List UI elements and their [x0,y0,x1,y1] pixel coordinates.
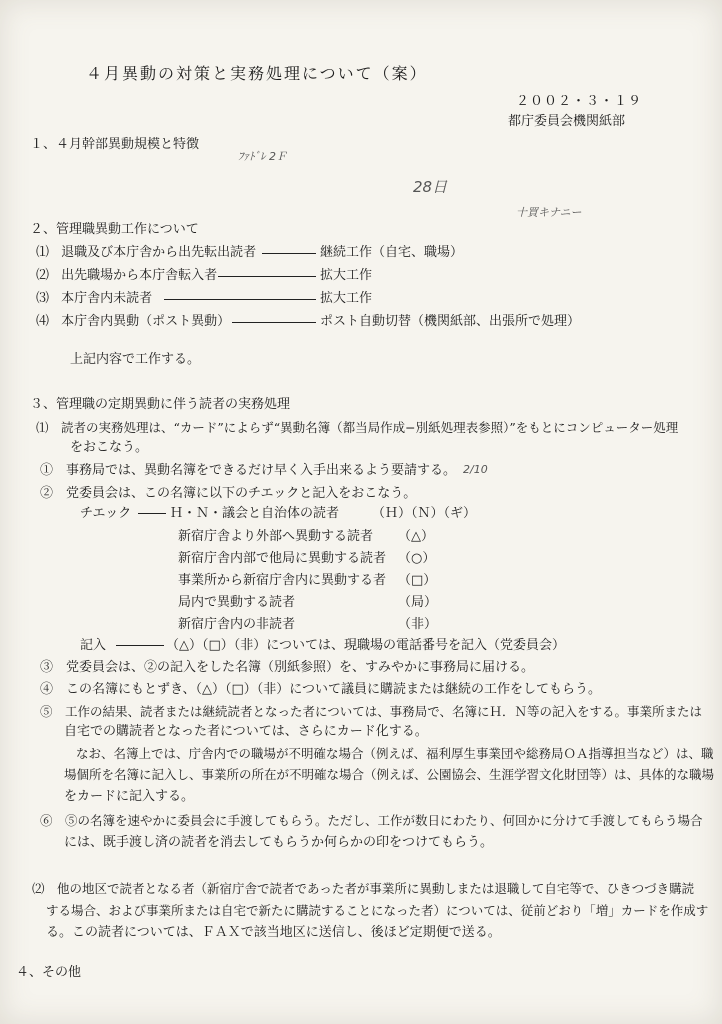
step-6-line-2: には、既手渡し済の読者を消去してもらうか何らかの印をつけてもらう。 [64,835,494,850]
step-5-line-3: なお、名簿上では、庁舎内での職場が不明確な場合（例えば、福利厚生事業団や総務局ＯＡ指導担当など）は、職 [76,746,714,761]
handwritten-note-1: ﾌｧﾄﾞﾚ 2Ｆ [238,150,287,163]
document-title: ４月異動の対策と実務処理について（案） [86,64,428,83]
check-row-mark: （○） [398,551,436,566]
step-2: ② 党委員会は、この名簿に以下のチエックと記入をおこなう。 [40,486,417,501]
section-2-heading: ２、管理職異動工作について [30,222,199,237]
step-5-line-1: ⑤ 工作の結果、読者または継続読者となった者については、事務局で、名簿にＨ．Ｎ等の記入をする。事業所または [40,704,703,719]
section-2-item-4 [36,314,230,330]
item-right: 拡大工作 [320,291,373,306]
check-row-mark: （Ｈ）（Ｎ）（ギ） [372,506,477,521]
connector-line [262,253,316,254]
check-row-mark: （□） [398,573,437,588]
connector-line [232,322,316,323]
kinyu-text: （△）（□）（非）については、現職場の電話番号を記入（党委員会） [166,638,566,653]
kinyu-label: 記入 [80,638,107,653]
check-row-mark: （非） [398,617,438,632]
connector-line [218,276,316,277]
handwritten-note-3: 十買キナニー [516,206,582,219]
item-number: ⑶ [36,291,50,306]
step-6-line-1: ⑥ ⑤の名簿を速やかに委員会に手渡してもらう。ただし、工作が数日にわたり、何回かに分けて手渡してもらう場合 [40,813,703,828]
check-row-desc: Ｈ・Ｎ・議会と自治体の読者 [170,506,340,521]
connector-line [164,299,316,300]
check-row-desc: 局内で異動する読者 [178,595,296,610]
check-row-mark: （△） [398,529,434,544]
paragraph-2-line-1: ⑵ 他の地区で読者となる者（新宿庁舎で読者であった者が事業所に異動しまたは退職して自宅等で、ひきつづき購読 [32,881,695,896]
check-row-desc: 新宿庁舎内の非読者 [178,617,296,632]
section-2-item-2 [36,268,217,284]
check-label: チエック [80,506,132,521]
check-row-desc: 新宿庁舎内部で他局に異動する読者 [178,551,387,566]
item-number: ⑵ [36,268,50,283]
step-5-line-5: をカードに記入する。 [64,789,195,804]
paragraph-2-line-3: る。この読者については、ＦＡＸで該当地区に送信し、後ほど定期便で送る。 [46,925,501,940]
paragraph-1-line-1: ⑴ 読者の実務処理は、“カード”によらず“異動名簿（都当局作成−別紙処理表参照）”をもとにコンピューター処理 [36,420,679,435]
section-1-heading: １、４月幹部異動規模と特徴 [30,137,200,152]
item-left: 出先職場から本庁舎転入者 [61,268,218,283]
item-left: 本庁舎内未読者 [61,291,153,306]
section-2-item-1 [36,245,256,261]
check-row-desc: 事業所から新宿庁舎内に異動する者 [178,573,387,588]
check-row-desc: 新宿庁舎より外部へ異動する読者 [178,529,374,544]
item-left: 退職及び本庁舎から出先転出読者 [61,245,257,260]
connector-line [138,513,166,514]
paragraph-2-line-2: する場合、および事業所または自宅で新たに購読することになった者）については、従前どおり「増」カードを作成す [46,903,709,918]
connector-line [116,645,164,646]
item-right: ポスト自動切替（機関紙部、出張所で処理） [320,314,581,329]
item-number: ⑷ [36,314,50,329]
step-4: ④ この名簿にもとずき、（△）（□）（非）について議員に購読または継続の工作をしてもらう。 [40,682,602,697]
paragraph-1-line-2: をおこなう。 [70,440,149,455]
section-2-note: 上記内容で工作する。 [70,352,201,367]
section-2-item-3 [36,291,152,307]
step-1: ① 事務局では、異動名簿をできるだけ早く入手出来るよう要請する。 [40,463,457,478]
section-3-heading: ３、管理職の定期異動に伴う読者の実務処理 [30,397,291,412]
document-org: 都庁委員会機関紙部 [508,114,626,129]
item-number: ⑴ [36,245,50,260]
section-4-heading: ４、その他 [16,965,82,980]
item-right: 拡大工作 [320,268,373,283]
document-date: ２００２・３・１９ [516,94,643,109]
step-5-line-2: 自宅での購読者となった者については、さらにカード化する。 [64,724,428,739]
item-left: 本庁舎内異動（ポスト異動） [61,314,231,329]
step-3: ③ 党委員会は、②の記入をした名簿（別紙参照）を、すみやかに事務局に届ける。 [40,660,535,675]
handwritten-note-2: 28日 [413,178,448,196]
check-row-mark: （局） [398,595,438,610]
item-right: 継続工作（自宅、職場） [320,245,464,260]
handwritten-note-4: 2/10 [463,463,488,476]
step-5-line-4: 場個所を名簿に記入し、事業所の所在が不明確な場合（例えば、公園協会、生涯学習文化財団等）は、具体的な職場 [64,767,715,782]
